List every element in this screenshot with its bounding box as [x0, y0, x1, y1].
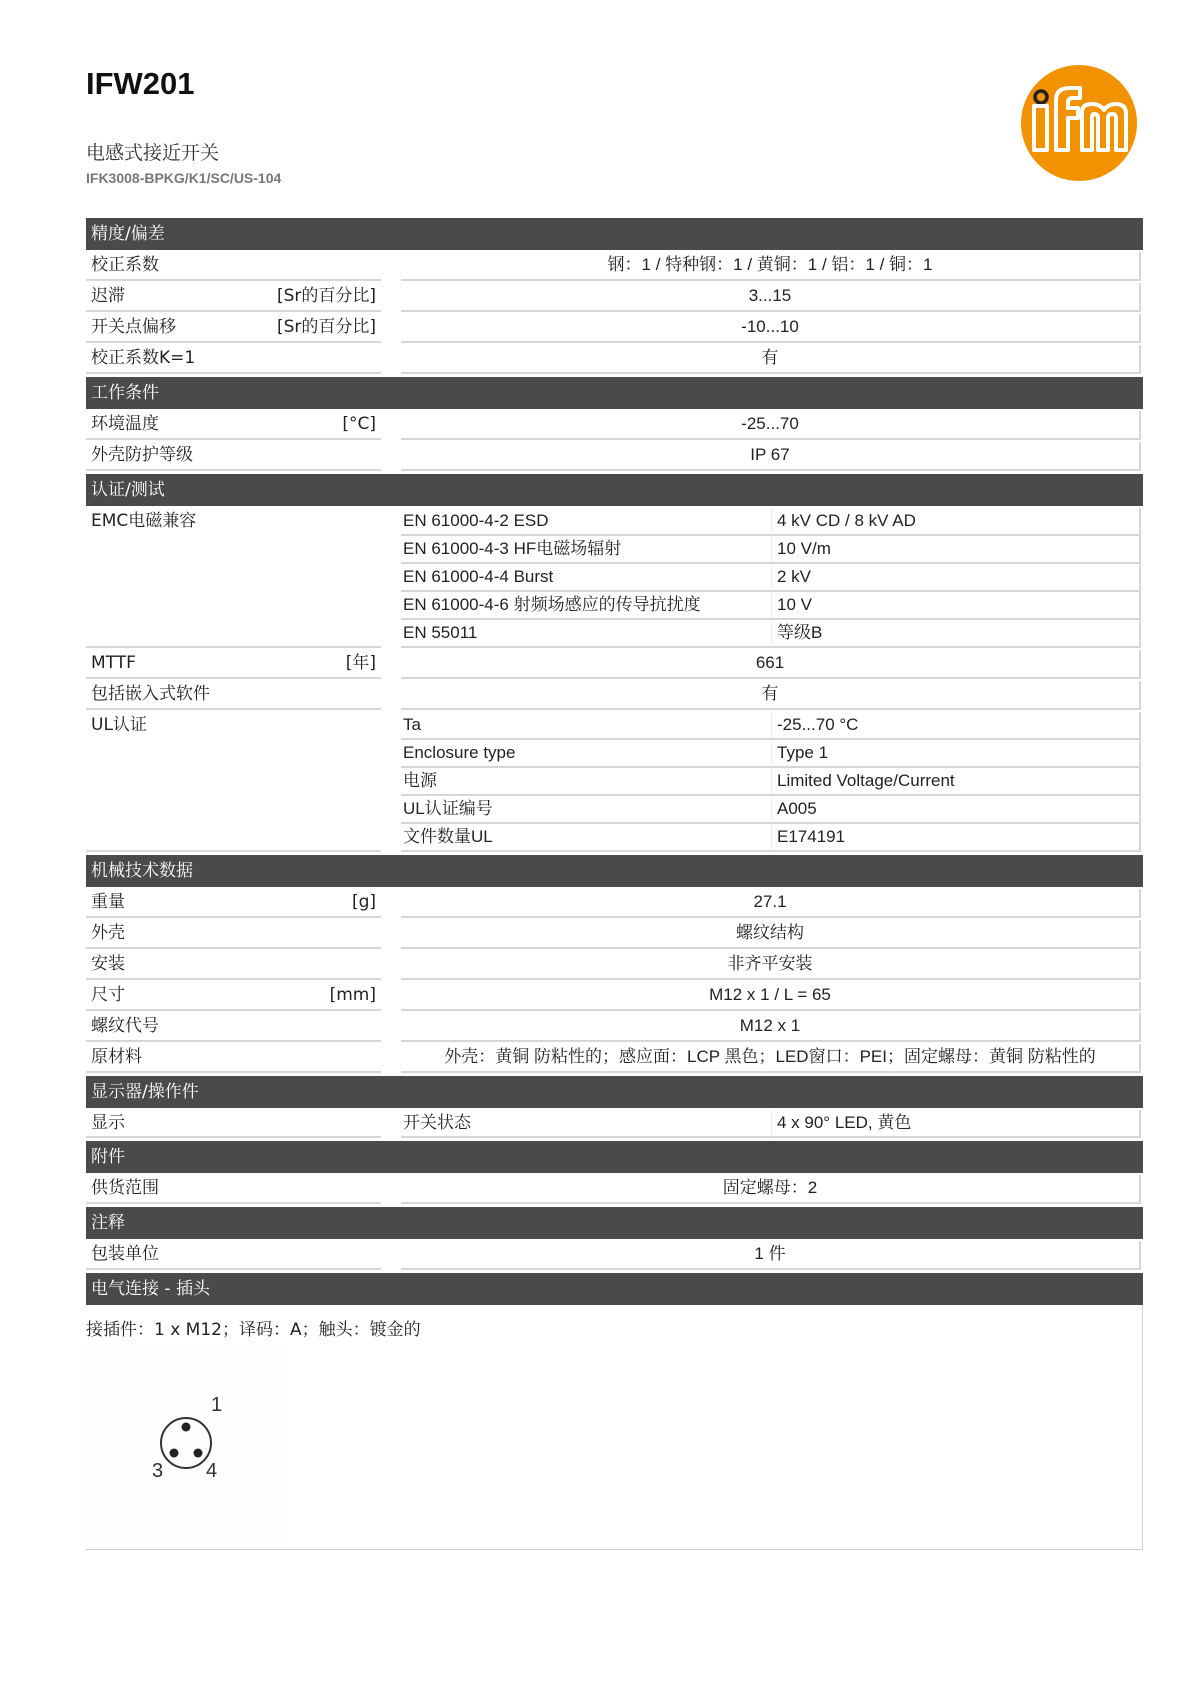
- spec-unit: [Sr的百分比]: [276, 286, 376, 306]
- connection-text: 接插件：1 x M12；译码：A；触头：镀金的: [86, 1320, 421, 1340]
- spec-value: 螺纹结构: [401, 920, 1141, 949]
- spec-label: [86, 1110, 381, 1138]
- spec-label: [86, 252, 381, 281]
- spec-label-text: 螺纹代号: [91, 1016, 159, 1036]
- spec-label-text: 包装单位: [91, 1244, 159, 1264]
- spec-row: [86, 442, 1143, 471]
- spec-subrow-key: Ta: [401, 712, 771, 740]
- spec-subrow-value: 10 V: [771, 592, 1141, 620]
- spec-label-text: 外壳: [91, 923, 125, 943]
- spec-subrow-value: A005: [771, 796, 1141, 824]
- spec-label-text: 重量: [91, 892, 125, 912]
- spec-label: [86, 1241, 381, 1270]
- spec-unit: [年]: [345, 653, 376, 673]
- spec-row: [86, 314, 1143, 343]
- spec-value: 钢：1 / 特种钢：1 / 黄铜：1 / 铝：1 / 铜：1: [401, 252, 1141, 281]
- spec-subrow-key: EN 55011: [401, 620, 771, 648]
- spec-label-text: 原材料: [91, 1047, 142, 1067]
- spec-subrow-key: EN 61000-4-6 射频场感应的传导抗扰度: [401, 592, 771, 620]
- section-header: 工作条件: [86, 377, 1143, 409]
- spec-subrow-key: 开关状态: [401, 1110, 771, 1138]
- spec-label-text: UL认证: [91, 715, 147, 735]
- section-header: 附件: [86, 1141, 1143, 1173]
- spec-label-text: 校正系数K=1: [91, 348, 196, 368]
- spec-row: [86, 283, 1143, 312]
- product-subtitle: 电感式接近开关: [86, 142, 220, 164]
- spec-value: 有: [401, 681, 1141, 710]
- spec-value: M12 x 1: [401, 1013, 1141, 1042]
- spec-subtable: [401, 508, 1141, 648]
- spec-label-text: MTTF: [91, 653, 136, 673]
- spec-label: [86, 982, 381, 1011]
- spec-value: 有: [401, 345, 1141, 374]
- logo-circle: [1021, 65, 1137, 181]
- part-number: IFK3008-BPKG/K1/SC/US-104: [86, 170, 282, 186]
- pin-number-label: 4: [206, 1460, 218, 1482]
- spec-row: [86, 1044, 1143, 1073]
- spec-label: [86, 650, 381, 679]
- spec-subrow: [401, 508, 1141, 536]
- spec-label-text: 尺寸: [91, 985, 125, 1005]
- spec-subrow: [401, 796, 1141, 824]
- spec-subrow: [401, 620, 1141, 648]
- spec-unit: [g]: [351, 892, 376, 912]
- spec-value: 3...15: [401, 283, 1141, 312]
- spec-subrow-key: UL认证编号: [401, 796, 771, 824]
- section-header: 电气连接 - 插头: [86, 1273, 1143, 1305]
- spec-subrow: [401, 768, 1141, 796]
- spec-label: [86, 920, 381, 949]
- spec-label-text: 供货范围: [91, 1178, 159, 1198]
- spec-label: [86, 411, 381, 440]
- spec-sheet: [86, 218, 1143, 1550]
- spec-label: [86, 314, 381, 343]
- spec-unit: [°C]: [342, 414, 376, 434]
- spec-value: 非齐平安装: [401, 951, 1141, 980]
- spec-subrow-value: 等级B: [771, 620, 1141, 648]
- section-header: 精度/偏差: [86, 218, 1143, 250]
- spec-unit: [mm]: [329, 985, 376, 1005]
- spec-row: [86, 411, 1143, 440]
- spec-subrow-value: Limited Voltage/Current: [771, 768, 1141, 796]
- spec-value: -25...70: [401, 411, 1141, 440]
- spec-label: [86, 345, 381, 374]
- spec-value: M12 x 1 / L = 65: [401, 982, 1141, 1011]
- spec-label-text: 安装: [91, 954, 125, 974]
- spec-label: [86, 442, 381, 471]
- spec-label-text: 包括嵌入式软件: [91, 684, 210, 704]
- spec-label: [86, 681, 381, 710]
- spec-row: [86, 1110, 1143, 1138]
- spec-label: [86, 508, 381, 648]
- spec-value: 固定螺母：2: [401, 1175, 1141, 1204]
- spec-value: IP 67: [401, 442, 1141, 471]
- spec-unit: [Sr的百分比]: [276, 317, 376, 337]
- spec-subrow-key: EN 61000-4-2 ESD: [401, 508, 771, 536]
- spec-row: [86, 920, 1143, 949]
- spec-subrow-key: 电源: [401, 768, 771, 796]
- spec-subrow-key: EN 61000-4-4 Burst: [401, 564, 771, 592]
- pin-number-label: 3: [152, 1460, 164, 1482]
- pin-diagram: [86, 1347, 284, 1543]
- spec-subrow-value: Type 1: [771, 740, 1141, 768]
- spec-subrow: [401, 712, 1141, 740]
- spec-subrow: [401, 824, 1141, 852]
- spec-label: [86, 889, 381, 918]
- ifm-logo-icon: [1020, 64, 1138, 182]
- spec-subrow: [401, 740, 1141, 768]
- spec-subrow: [401, 536, 1141, 564]
- spec-subrow-value: 4 x 90° LED, 黄色: [771, 1110, 1141, 1138]
- spec-label-text: 迟滞: [91, 286, 125, 306]
- spec-subtable: [401, 712, 1141, 852]
- spec-row: [86, 982, 1143, 1011]
- section-header: 认证/测试: [86, 474, 1143, 506]
- spec-row: [86, 951, 1143, 980]
- spec-label-text: 开关点偏移: [91, 317, 176, 337]
- spec-label: [86, 712, 381, 852]
- spec-row: [86, 1241, 1143, 1270]
- spec-row: [86, 508, 1143, 648]
- spec-value: -10...10: [401, 314, 1141, 343]
- spec-label-text: 校正系数: [91, 255, 159, 275]
- section-header: 机械技术数据: [86, 855, 1143, 887]
- spec-label-text: 环境温度: [91, 414, 159, 434]
- section-header: 显示器/操作件: [86, 1076, 1143, 1108]
- spec-row: [86, 712, 1143, 852]
- spec-label: [86, 1175, 381, 1204]
- spec-value: 661: [401, 650, 1141, 679]
- spec-label: [86, 1013, 381, 1042]
- spec-subrow: [401, 1110, 1141, 1138]
- pin-4-contact: [194, 1449, 203, 1458]
- pin-number-label: 1: [211, 1394, 223, 1416]
- spec-value: 外壳：黄铜 防粘性的；感应面：LCP 黑色；LED窗口：PEI；固定螺母：黄铜 防粘性的: [401, 1044, 1141, 1073]
- spec-label-text: EMC电磁兼容: [91, 511, 197, 531]
- spec-row: [86, 1175, 1143, 1204]
- spec-label: [86, 951, 381, 980]
- spec-subrow-key: EN 61000-4-3 HF电磁场辐射: [401, 536, 771, 564]
- spec-row: [86, 681, 1143, 710]
- spec-subrow-value: 10 V/m: [771, 536, 1141, 564]
- spec-row: [86, 650, 1143, 679]
- spec-label: [86, 1044, 381, 1073]
- spec-subrow-value: 2 kV: [771, 564, 1141, 592]
- spec-subrow-value: 4 kV CD / 8 kV AD: [771, 508, 1141, 536]
- spec-label: [86, 283, 381, 312]
- spec-value: 1 件: [401, 1241, 1141, 1270]
- spec-row: [86, 889, 1143, 918]
- spec-row: [86, 1013, 1143, 1042]
- spec-row: [86, 252, 1143, 281]
- spec-row: [86, 345, 1143, 374]
- spec-subrow: [401, 564, 1141, 592]
- spec-subrow: [401, 592, 1141, 620]
- spec-subrow-key: Enclosure type: [401, 740, 771, 768]
- spec-subrow-key: 文件数量UL: [401, 824, 771, 852]
- section-header: 注释: [86, 1207, 1143, 1239]
- connection-box: [86, 1305, 1143, 1550]
- product-title: IFW201: [86, 66, 195, 101]
- pin-layout-diagram: [86, 1347, 284, 1543]
- spec-subrow-value: E174191: [771, 824, 1141, 852]
- spec-subtable: [401, 1110, 1141, 1138]
- spec-label-text: 显示: [91, 1113, 125, 1133]
- pin-3-contact: [170, 1449, 179, 1458]
- spec-subrow-value: -25...70 °C: [771, 712, 1141, 740]
- spec-value: 27.1: [401, 889, 1141, 918]
- spec-label-text: 外壳防护等级: [91, 445, 193, 465]
- pin-1-contact: [182, 1423, 191, 1432]
